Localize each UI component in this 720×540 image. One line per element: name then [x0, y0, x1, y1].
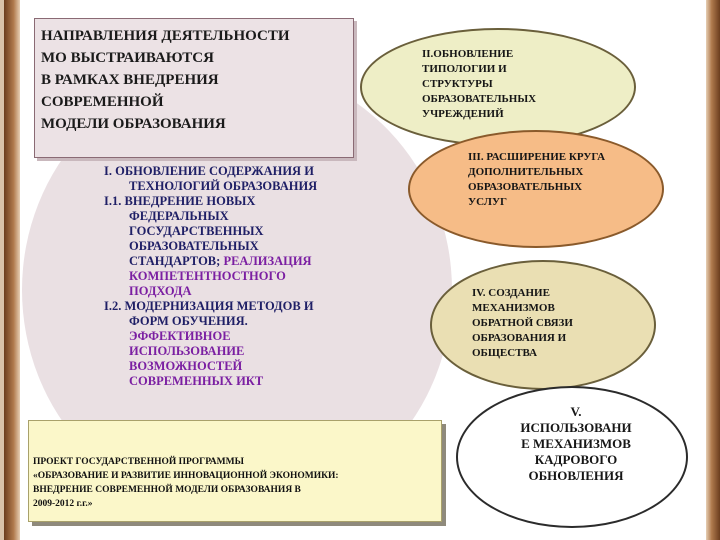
- item-1-2-line: ЭФФЕКТИВНОЕ: [129, 329, 231, 343]
- item-1-1-line: КОМПЕТЕНТНОСТНОГО: [129, 269, 286, 283]
- item-1-2-line: СОВРЕМЕННЫХ ИКТ: [129, 374, 264, 388]
- item-1-1-line: ОБРАЗОВАТЕЛЬНЫХ: [129, 239, 259, 253]
- item-1-1-line: I.1. ВНЕДРЕНИЕ НОВЫХ: [104, 194, 256, 208]
- project-line: «ОБРАЗОВАНИЕ И РАЗВИТИЕ ИННОВАЦИОННОЙ ЭКОНОМИКИ:: [33, 471, 339, 481]
- page-title: НАПРАВЛЕНИЯ ДЕЯТЕЛЬНОСТИ МО ВЫСТРАИВАЮТСЯ В РАМКАХ ВНЕДРЕНИЯ СОВРЕМЕННОЙ МОДЕЛИ ОБРАЗОВАНИЯ: [41, 28, 290, 132]
- title-box: [34, 18, 354, 158]
- item-1-2-line: ВОЗМОЖНОСТЕЙ: [129, 359, 243, 373]
- item-1-1-highlight: РЕАЛИЗАЦИЯ: [223, 254, 312, 268]
- project-line: ПРОЕКТ ГОСУДАРСТВЕННОЙ ПРОГРАММЫ: [33, 457, 244, 467]
- item-1-line: ТЕХНОЛОГИЙ ОБРАЗОВАНИЯ: [129, 179, 318, 193]
- item-1-line: I. ОБНОВЛЕНИЕ СОДЕРЖАНИЯ И: [104, 164, 314, 178]
- project-note-text: [33, 455, 437, 511]
- item-1-1-line: ГОСУДАРСТВЕННЫХ: [129, 224, 264, 238]
- item-1-1-line: ПОДХОДА: [129, 284, 192, 298]
- item-1-2-line: ФОРМ ОБУЧЕНИЯ.: [129, 314, 248, 328]
- item-1-1-line: ФЕДЕРАЛЬНЫХ: [129, 209, 229, 223]
- item-1-2-line: I.2. МОДЕРНИЗАЦИЯ МЕТОДОВ И: [104, 299, 314, 313]
- direction-2-text: II.ОБНОВЛЕНИЕ ТИПОЛОГИИ И СТРУКТУРЫ ОБРАЗОВАТЕЛЬНЫХ УЧРЕЖДЕНИЙ: [422, 48, 537, 120]
- item-1-1-text: СТАНДАРТОВ;: [129, 254, 224, 268]
- item-1-1-line-mixed: [104, 254, 396, 269]
- project-line: ВНЕДРЕНИЕ СОВРЕМЕННОЙ МОДЕЛИ ОБРАЗОВАНИЯ В: [33, 485, 301, 495]
- direction-3-text: III. РАСШИРЕНИЕ КРУГА ДОПОЛНИТЕЛЬНЫХ ОБРАЗОВАТЕЛЬНЫХ УСЛУГ: [468, 151, 606, 208]
- main-directions-list: [104, 164, 396, 389]
- right-decorative-border: [706, 0, 720, 540]
- direction-4-text: IV. СОЗДАНИЕ МЕХАНИЗМОВ ОБРАТНОЙ СВЯЗИ ОБРАЗОВАНИЯ И ОБЩЕСТВА: [472, 287, 573, 359]
- project-note-box: [28, 420, 442, 522]
- direction-5-text: V. ИСПОЛЬЗОВАНИ Е МЕХАНИЗМОВ КАДРОВОГО ОБНОВЛЕНИЯ: [520, 404, 632, 483]
- project-line: 2009-2012 г.г.»: [33, 499, 93, 509]
- item-1-2-line: ИСПОЛЬЗОВАНИЕ: [129, 344, 245, 358]
- left-decorative-border: [4, 0, 20, 540]
